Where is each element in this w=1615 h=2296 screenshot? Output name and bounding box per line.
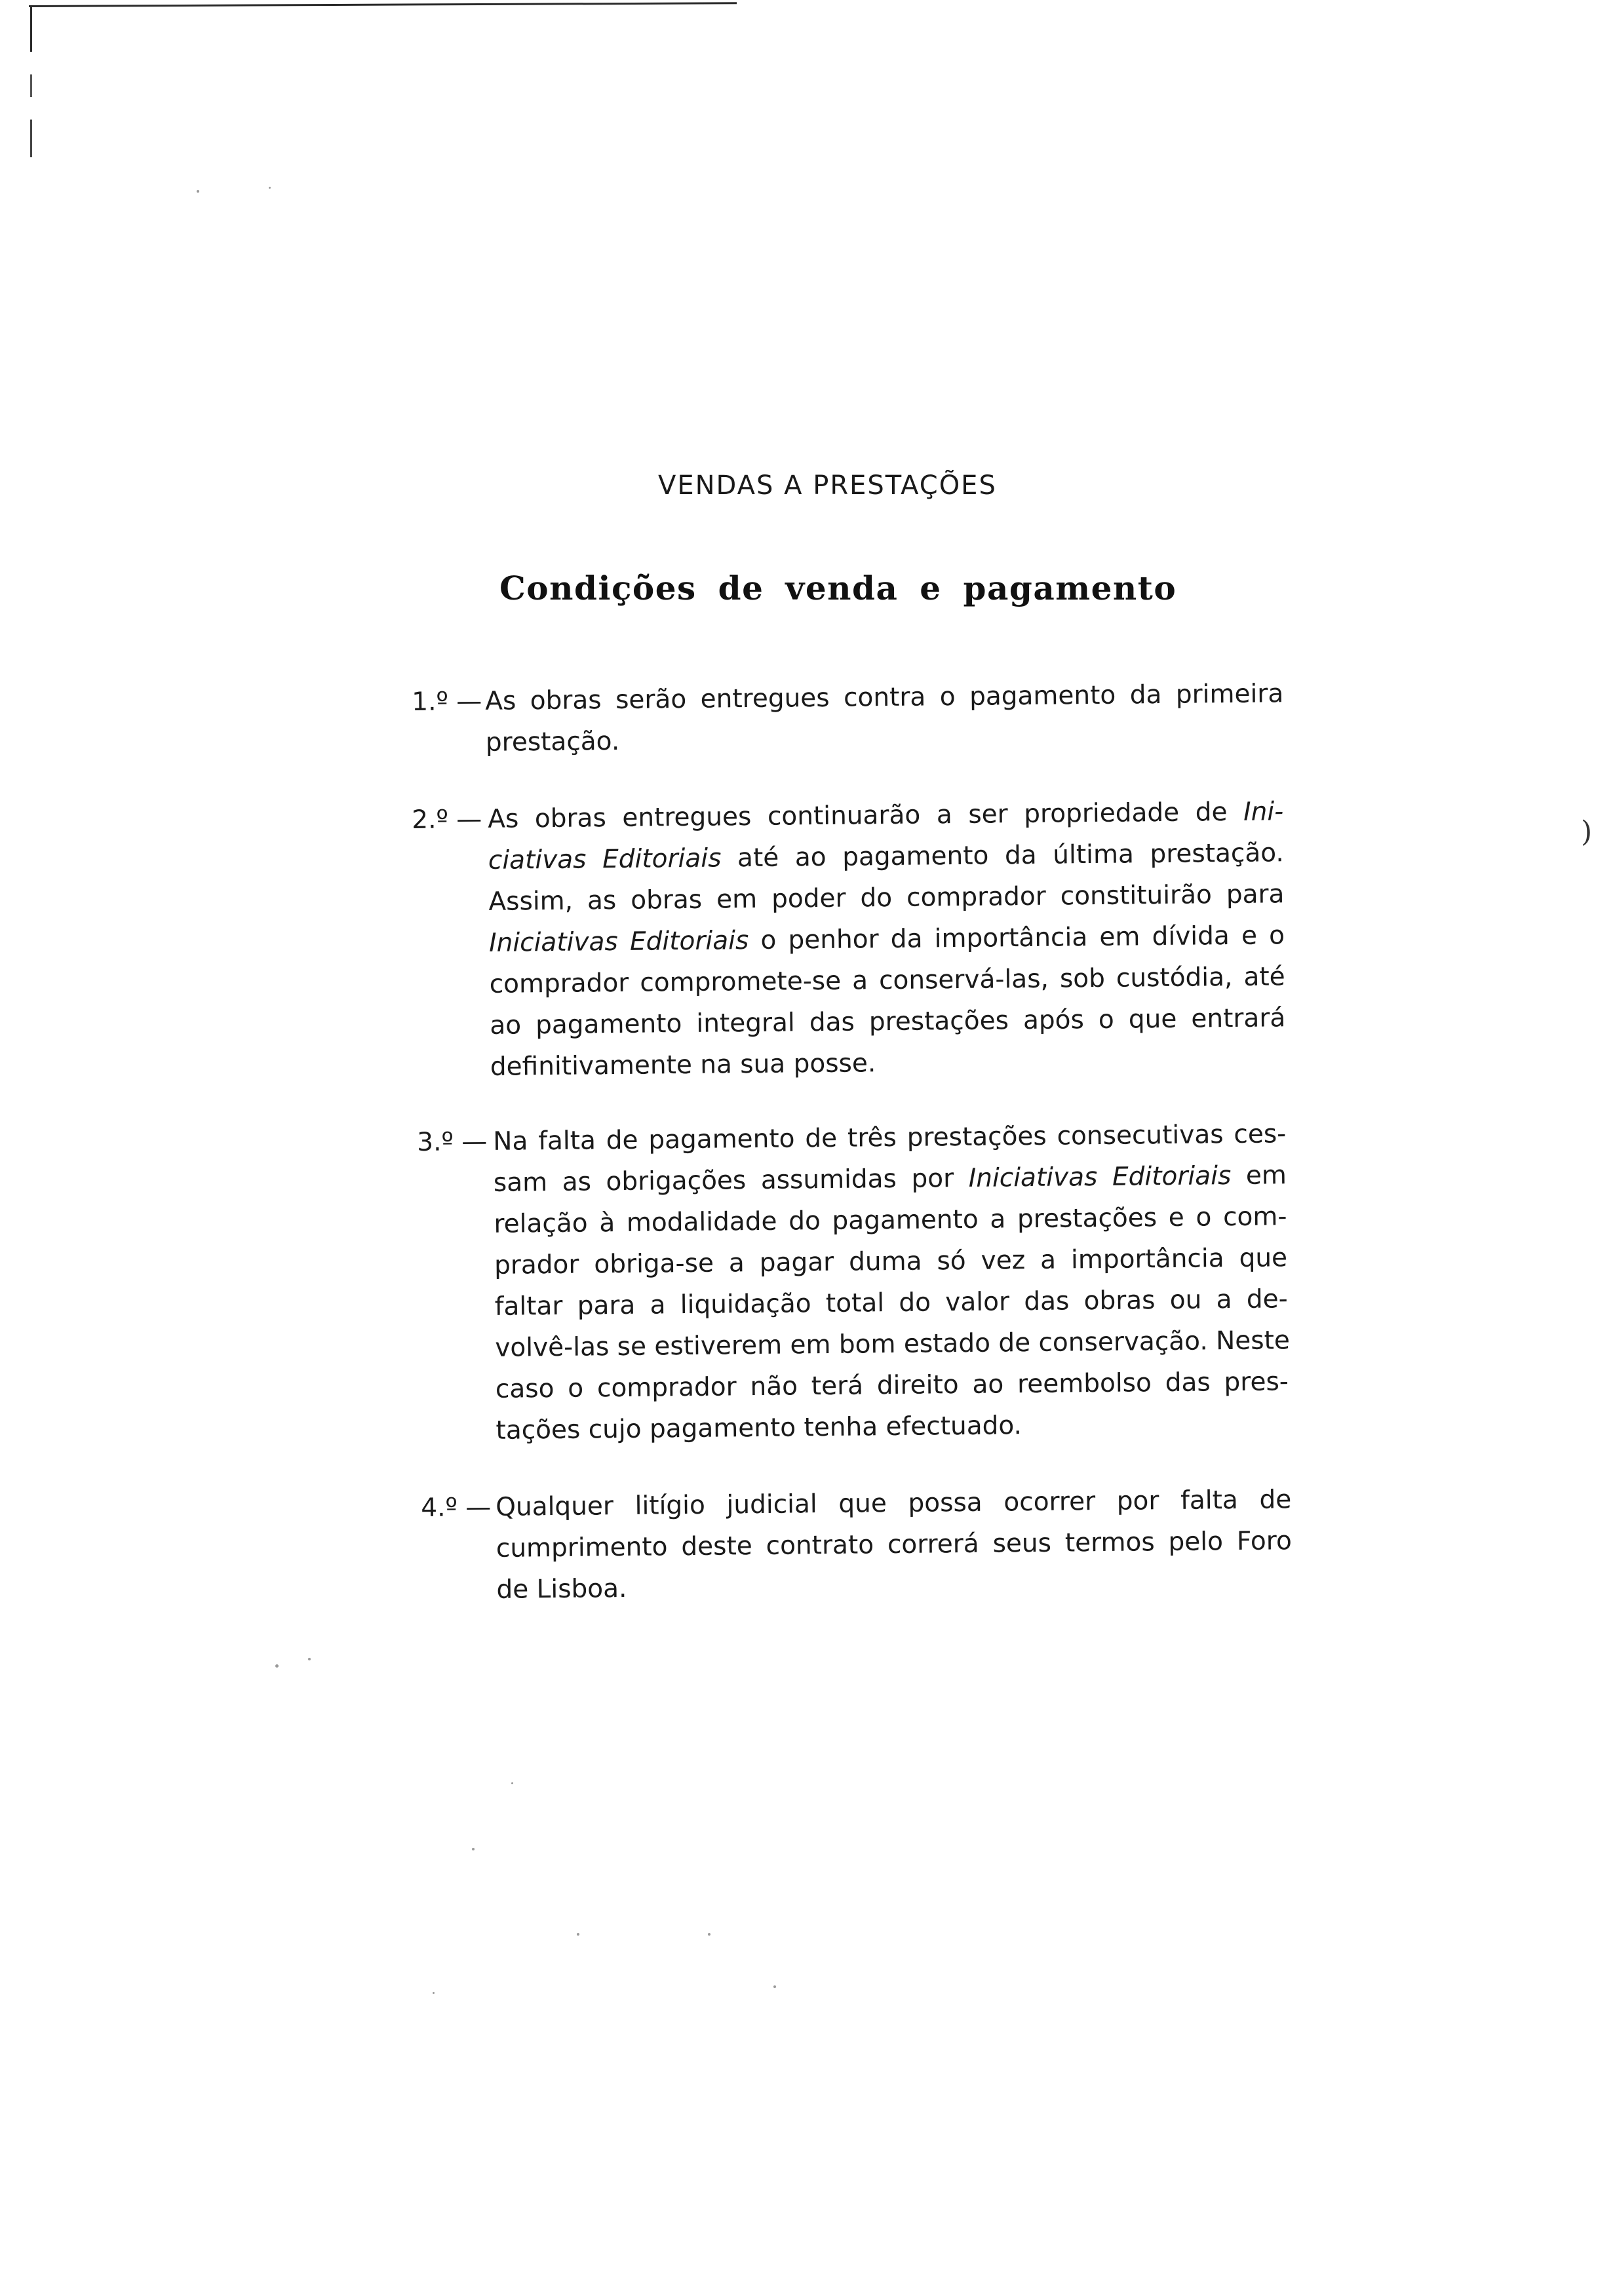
clause-line: cumprimento deste contrato correrá seus termos pelo Foro [496, 1526, 1293, 1563]
clause-line: As obras entregues continuarão a ser propriedade de Ini- [488, 797, 1284, 834]
scan-speck [773, 1985, 776, 1988]
clause-line: Iniciativas Editoriais o penhor da importância em dívida e o [488, 921, 1285, 958]
clause-line: ao pagamento integral das prestações após o que entrará [490, 1003, 1286, 1041]
clause-line: tações cujo pagamento tenha efectuado. [496, 1411, 1022, 1445]
clause-4 [421, 1479, 1295, 1611]
scan-speck [708, 1933, 710, 1936]
margin-mark: ) [1581, 815, 1593, 849]
clause-3 [417, 1113, 1291, 1452]
scan-speck [472, 1848, 475, 1850]
clause-number: 3.º — [417, 1126, 488, 1157]
clause-line: ciativas Editoriais até ao pagamento da última prestação. [488, 838, 1285, 875]
scan-border-top [29, 2, 737, 11]
clause-1 [412, 673, 1284, 764]
document-title: Condições de venda e pagamento [499, 569, 1177, 607]
clause-text [485, 673, 1284, 763]
clause-2 [412, 791, 1287, 1088]
clause-line: As obras serão entregues contra o pagamento da primeira [485, 679, 1284, 716]
clause-text [488, 791, 1286, 1088]
clause-text [493, 1113, 1289, 1451]
clause-line: caso o comprador não terá direito ao reembolso das pres- [495, 1367, 1289, 1404]
clause-line: Qualquer litígio judicial que possa ocorrer por falta de [496, 1485, 1292, 1522]
clause-line: de Lisboa. [496, 1573, 627, 1605]
clause-number: 2.º — [412, 804, 482, 835]
scan-speck [511, 1782, 513, 1784]
scan-speck [577, 1933, 579, 1936]
company-name: Iniciativas Editoriais [968, 1161, 1232, 1193]
company-name: ciativas Editoriais [488, 843, 722, 875]
clause-number: 4.º — [421, 1492, 492, 1523]
clause-number: 1.º — [412, 686, 482, 717]
clause-line: Na falta de pagamento de três prestações consecutivas ces- [493, 1119, 1287, 1157]
company-name: Ini- [1243, 797, 1284, 827]
clause-line: Assim, as obras em poder do comprador constituirão para [488, 879, 1285, 917]
scan-speck [197, 190, 199, 193]
scan-speck [433, 1992, 435, 1994]
scan-speck [308, 1658, 311, 1660]
clause-line: comprador compromete-se a conservá-las, sob custódia, até [489, 962, 1285, 999]
clause-line: volvê-las se estiverem em bom estado de conservação. Neste [495, 1326, 1291, 1363]
clause-line: relação à modalidade do pagamento a prestações e o com- [494, 1202, 1287, 1239]
clause-line: prador obriga-se a pagar duma só vez a importância que [494, 1243, 1288, 1280]
company-name: Iniciativas Editoriais [488, 926, 749, 958]
document-heading: VENDAS A PRESTAÇÕES [658, 470, 997, 501]
scan-speck [275, 1664, 279, 1668]
clause-line: faltar para a liquidação total do valor das obras ou a de- [494, 1284, 1288, 1322]
clause-line: prestação. [485, 726, 620, 757]
scan-speck [269, 187, 271, 189]
scan-border-left [30, 7, 32, 157]
clause-line: definitivamente na sua posse. [490, 1048, 876, 1082]
clause-line: sam as obrigações assumidas por Iniciativas Editoriais em [493, 1160, 1287, 1198]
clause-text [496, 1479, 1293, 1611]
